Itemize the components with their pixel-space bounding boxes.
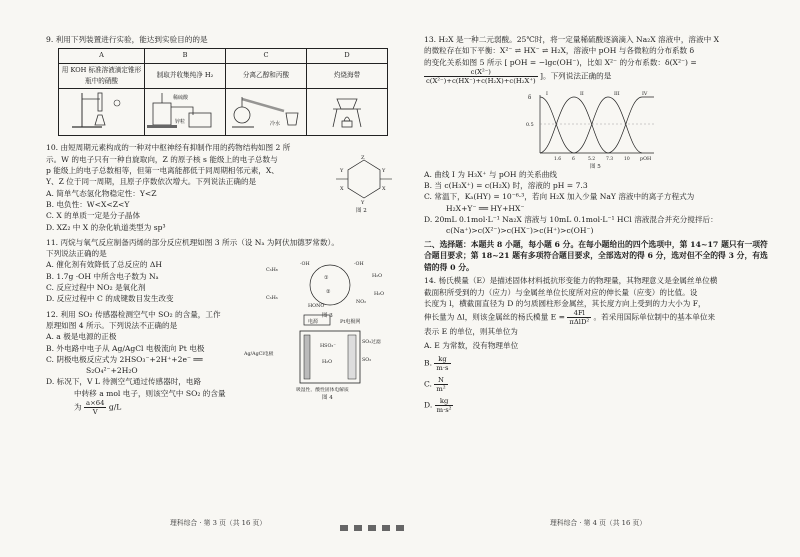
q12-option-c-cont: S₂O₄²⁻+2H₂O [86, 366, 138, 376]
q9-label-zinc: 锌粒 [175, 119, 186, 126]
q11-stem-1: 11. 丙烷与氧气反应制备丙烯的部分反应机理如图 3 所示（设 Nₐ 为阿伏加德罗常数）。 [46, 237, 339, 247]
svg-text:NO₂: NO₂ [356, 299, 367, 305]
fig4-so2out: SO₂过滤 [362, 339, 381, 345]
option-c-fraction [434, 376, 447, 393]
q12-option-d-wei: 为 [74, 402, 82, 412]
q10-option-d[interactable]: D. XZ₂ 中 X 的杂化轨道类型为 sp³ [46, 222, 166, 232]
q14-stem-4b: 。若采用国际单位制中的基本单位来 [593, 312, 716, 322]
svg-text:H₂O: H₂O [372, 273, 383, 279]
fig2-label: 图 2 [356, 208, 367, 215]
q10-option-c[interactable]: C. X 的单质一定是分子晶体 [46, 211, 141, 221]
section-2-title: 二、选择题：本题共 8 小题，每小题 6 分。在每小题给出的四个选项中，第 14~17 题只有一项符合题目要求；第 18~21 题有多项符合题目要求，全部选对的得 6 分，选对但不全的得 3 分，有选错的得 0 分。 [424, 239, 768, 272]
q14-option-b-label: B. [424, 358, 432, 368]
svg-text:·OH: ·OH [300, 261, 310, 267]
curve-label-2: II [580, 91, 584, 97]
distillation-apparatus-icon [226, 89, 306, 131]
svg-text:X: X [340, 186, 344, 193]
q9-header-c: C [226, 49, 307, 63]
q14-stem-4a: 伸长量为 Δl，则该金属丝的杨氏模量 E = [424, 312, 565, 322]
q14-stem-4 [424, 309, 774, 326]
svg-text:Y: Y [382, 168, 386, 175]
q13-option-b[interactable]: B. 当 c(H₃X⁺) = c(H₂X) 时，溶液的 pH = 7.3 [424, 181, 588, 191]
fig4-label: 图 4 [322, 394, 333, 401]
question-14 [424, 275, 774, 413]
q13-stem-1: 13. H₂X 是一种二元弱酸。25℃时，将一定量稀硫酸逐滴滴入 Na₂X 溶液中，溶液中 X [424, 35, 720, 44]
q14-option-d-label: D. [424, 400, 433, 410]
q14-option-d[interactable] [424, 397, 774, 414]
page-marker [354, 525, 362, 531]
option-c-num: N [434, 376, 447, 385]
crucible-burning-icon [307, 89, 387, 131]
fig4-power: 电源 [308, 318, 319, 325]
option-c-den: m² [436, 384, 446, 393]
q10-option-a[interactable]: A. 简单气态氢化物稳定性：Y<Z [46, 188, 157, 198]
q13-option-c-cont: H₂X+Y⁻ ══ HY+HX⁻ [446, 203, 525, 213]
question-9 [46, 34, 401, 136]
q13-option-d-cont: c(Na⁺)>c(X²⁻)>c(HX⁻)>c(H⁺)>c(OH⁻) [446, 226, 594, 236]
q12-option-d[interactable]: D. 标况下，V L 待测空气通过传感器时，电路 [46, 377, 202, 387]
q13-stem-2: 的微粒存在如下平衡：X²⁻ ⇌ HX⁻ ⇌ H₂X，溶液中 pOH 与各微粒的分布系数 δ [424, 46, 695, 56]
q12-option-b[interactable]: B. 外电路中电子从 Ag/AgCl 电极流向 Pt 电极 [46, 343, 205, 353]
fig4-agcl: Ag/AgCl电极 [244, 351, 274, 357]
q9-apparatus-d [307, 89, 388, 136]
q9-purpose-c: 分离乙醇和丙酸 [226, 63, 307, 89]
q9-purpose-a: 用 KOH 标准溶液滴定锥形瓶中的硝酸 [59, 63, 145, 89]
fig4-pt: Pt电极网 [340, 318, 361, 325]
q14-stem-5: 表示 E 的单位，则其单位为 [424, 327, 518, 337]
delta-fraction-den: c(X²⁻)+c(HX⁻)+c(H₂X)+c(H₂X⁺) [426, 76, 536, 85]
question-13 [424, 34, 774, 237]
fig5-label: 图 5 [590, 163, 601, 169]
right-footer: 理科综合 · 第 4 页（共 16 页） [550, 519, 647, 527]
sensor-figure-4 [244, 313, 394, 401]
q13-option-c[interactable]: C. 常温下，Kₐ(HY) = 10⁻⁶·³，若向 H₂X 加入少量 NaY 溶液中的离子方程式为 [424, 192, 695, 202]
delta-fraction-num: c(X²⁻) [424, 68, 538, 77]
chart-xlabel: pOH [640, 156, 652, 162]
fig4-bottom: 吸湿性、酸性固体电解质 [296, 387, 349, 393]
q9-purpose-b: 制取并收集纯净 H₂ [145, 63, 226, 89]
so2-fraction-num: a×64 [86, 399, 105, 408]
hydrogen-generator-icon [145, 89, 225, 131]
q9-purpose-d: 灼烧海带 [307, 63, 388, 89]
q11-stem-2: 下列说法正确的是 [46, 249, 107, 259]
curve-label-3: III [614, 91, 620, 97]
q12-option-a[interactable]: A. a 极是电源的正极 [46, 332, 117, 342]
q9-stem: 9. 利用下列装置进行实验，能达到实验目的的是 [46, 35, 208, 44]
q14-option-a[interactable]: A. E 为常数，没有物理单位 [424, 340, 519, 350]
fig3-label: 图 3 [322, 312, 333, 319]
svg-text:·OH: ·OH [354, 261, 364, 267]
page-marker-bar [340, 516, 410, 535]
left-column [46, 34, 401, 416]
chart-ytick: 0.5 [526, 122, 534, 128]
young-modulus-fraction [567, 309, 591, 326]
fig4-h2o: H₂O [322, 359, 333, 365]
option-b-den: m·s [436, 363, 449, 372]
q14-stem-3: 长度为 l，横截面直径为 D 的匀质圆柱形金属丝，其长度方向上受到的力大小为 F， [424, 299, 706, 309]
left-footer: 理科综合 · 第 3 页（共 16 页） [170, 519, 267, 527]
question-12 [46, 309, 401, 416]
svg-text:②: ② [326, 288, 331, 295]
q14-stem-1: 14. 杨氏模量（E）是描述固体材料抵抗形变能力的物理量，其物理意义是金属丝单位横 [424, 276, 718, 286]
distribution-chart-figure-5 [524, 87, 664, 169]
option-d-fraction [435, 397, 454, 414]
svg-text:①: ① [324, 274, 329, 281]
delta-fraction [424, 68, 538, 85]
q9-label-acid: 稀硫酸 [173, 95, 189, 102]
q9-apparatus-b [145, 89, 226, 136]
fig4-hso3: HSO₃⁻ [320, 343, 336, 349]
page-marker [382, 525, 390, 531]
q13-option-d[interactable]: D. 20mL 0.1mol·L⁻¹ Na₂X 溶液与 10mL 0.1mol·L⁻¹ HCl 溶液混合并充分搅拌后： [424, 215, 718, 225]
q12-stem-2: 原理如图 4 所示。下列说法不正确的是 [46, 320, 178, 330]
chart-xtick-3: 5.2 [588, 156, 596, 162]
q10-option-b[interactable]: B. 电负性：W<X<Z<Y [46, 199, 130, 209]
svg-text:C₃H₆: C₃H₆ [266, 295, 278, 301]
q9-header-d: D [307, 49, 388, 63]
q11-option-b[interactable]: B. 1.7g ·OH 中所含电子数为 Nₐ [46, 271, 159, 281]
q9-header-b: B [145, 49, 226, 63]
q9-table [58, 48, 388, 136]
option-d-num: kg [435, 397, 454, 406]
young-fraction-num: 4Fl [567, 309, 591, 318]
right-column [424, 34, 774, 414]
svg-text:HONO: HONO [308, 303, 325, 309]
so2-fraction-den: V [92, 408, 98, 417]
svg-text:Z: Z [361, 155, 365, 162]
svg-text:X: X [382, 186, 386, 193]
q14-option-b[interactable] [424, 355, 774, 372]
q13-stem-4-line [424, 68, 774, 85]
q10-stem-2: 示。W 的电子只有一种自旋取向，Z 的原子核 s 能级上的电子总数与 [46, 154, 278, 164]
svg-text:Y: Y [340, 168, 344, 175]
option-d-den: m·s² [436, 405, 452, 414]
svg-text:Y: Y [361, 200, 365, 207]
q11-option-d[interactable]: D. 反应过程中 C 的成键数目发生改变 [46, 294, 174, 304]
q14-option-c-label: C. [424, 379, 432, 389]
structure-figure-2 [332, 154, 396, 214]
curve-label-4: IV [642, 91, 648, 97]
q12-option-d-cont2 [74, 399, 401, 416]
question-10 [46, 142, 401, 232]
page-marker [396, 525, 404, 531]
q9-apparatus-a [59, 89, 145, 136]
q12-stem-1: 12. 利用 SO₂ 传感器检测空气中 SO₂ 的含量，工作 [46, 309, 221, 319]
q12-option-d-unit: g/L [108, 402, 122, 412]
page-marker [340, 525, 348, 531]
q9-label-coldwater: 冷水 [270, 121, 281, 128]
so2-fraction [84, 399, 106, 416]
curve-label-1: I [546, 91, 548, 97]
q13-option-a[interactable]: A. 曲线 I 为 H₃X⁺ 与 pOH 的关系曲线 [424, 169, 557, 179]
q11-option-a[interactable]: A. 催化剂有效降低了总反应的 ΔH [46, 260, 162, 270]
q9-header-a: A [59, 49, 145, 63]
svg-text:H₂O: H₂O [374, 291, 385, 297]
q13-stem-4: ]。下列说法正确的是 [540, 71, 612, 81]
q10-stem-3: p 能级上的电子总数相等，但第一电离能都低于同周期相邻元素，X、 [46, 166, 279, 176]
q10-stem-1: 10. 由短周期元素构成的一种对中枢神经有抑制作用的药物结构如图 2 所 [46, 143, 291, 153]
q9-apparatus-c [226, 89, 307, 136]
chart-xtick-5: 10 [624, 156, 630, 162]
page-marker [368, 525, 376, 531]
q12-option-c[interactable]: C. 阴极电极反应式为 2HSO₃⁻+2H⁺+2e⁻ ══ [46, 354, 203, 364]
young-fraction-den: πΔlD² [569, 318, 590, 327]
q14-option-c[interactable] [424, 376, 774, 393]
fig4-so2: SO₂ [362, 357, 372, 363]
titration-apparatus-icon [62, 89, 142, 131]
q12-option-d-cont: 中转移 a mol 电子，则该空气中 SO₂ 的含量 [74, 388, 226, 398]
svg-text:C₃H₈: C₃H₈ [266, 267, 278, 273]
chart-xtick-1: 1.6 [554, 156, 562, 162]
q14-stem-2: 截面积所受到的力（应力）与金属丝单位长度所对应的伸长量（应变）的比值。设 [424, 287, 698, 297]
chart-xtick-2: 6 [572, 156, 575, 162]
option-b-fraction [434, 355, 450, 372]
q11-option-c[interactable]: C. 反应过程中 NO₂ 是氧化剂 [46, 283, 146, 293]
chart-ylabel: δ [528, 94, 532, 101]
q10-stem-4: Y、Z 位于同一周期，且原子序数依次增大。下列说法正确的是 [46, 177, 257, 187]
chart-xtick-4: 7.3 [606, 156, 614, 162]
q13-stem-3: 的变化关系如图 5 所示 [ pOH = −lgc(OH⁻)，比如 X²⁻ 的分布系数：δ(X²⁻) = [424, 57, 697, 67]
option-b-num: kg [434, 355, 450, 364]
